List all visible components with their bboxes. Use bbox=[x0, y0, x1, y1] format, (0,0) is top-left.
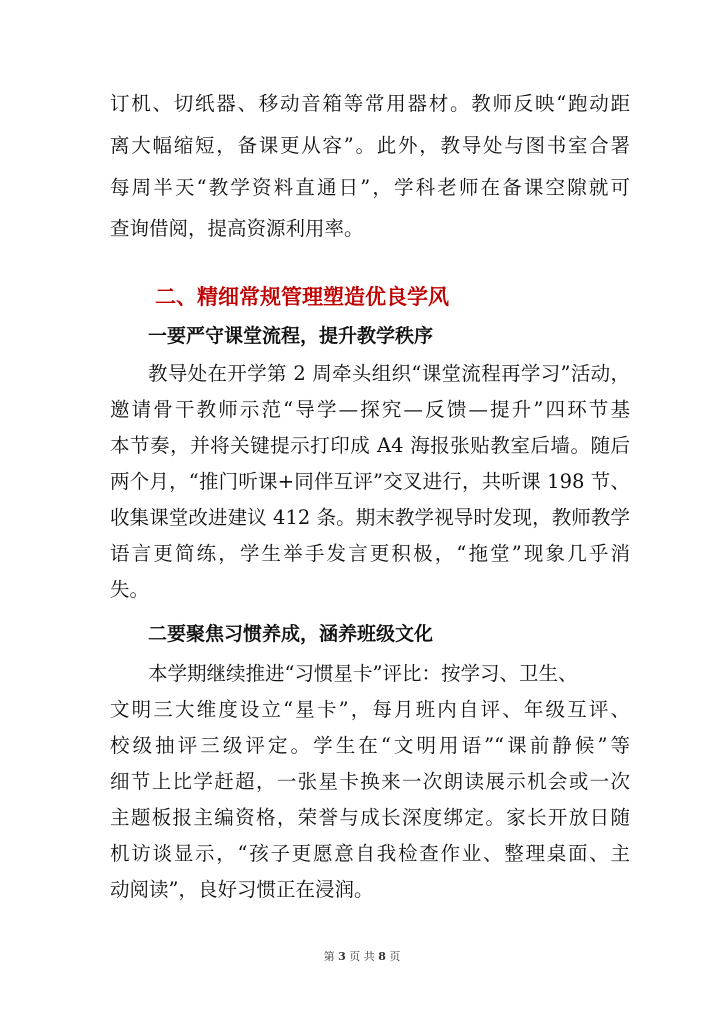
paragraph-line: 教导处在开学第 2 周牵头组织“课堂流程再学习”活动， bbox=[148, 362, 630, 385]
paragraph-line: 机访谈显示，“孩子更愿意自我检查作业、整理桌面、主 bbox=[110, 842, 630, 865]
total-page-number: 8 bbox=[378, 950, 386, 963]
footer-prefix: 第 bbox=[323, 950, 335, 963]
paragraph-line: 文明三大维度设立“星卡”，每月班内自评、年级互评、 bbox=[110, 698, 630, 721]
paragraph-line: 主题板报主编资格，荣誉与成长深度绑定。家长开放日随 bbox=[110, 806, 630, 829]
paragraph-line: 本节奏，并将关键提示打印成 A4 海报张贴教室后墙。随后 bbox=[110, 434, 630, 457]
page-footer bbox=[0, 948, 724, 964]
paragraph-line: 查询借阅，提高资源利用率。 bbox=[110, 217, 364, 240]
section-heading: 二、精细常规管理塑造优良学风 bbox=[155, 284, 449, 309]
paragraph-line: 每周半天“教学资料直通日”，学科老师在备课空隙就可 bbox=[110, 176, 630, 199]
paragraph-line: 动阅读”，良好习惯正在浸润。 bbox=[110, 878, 374, 901]
paragraph-line: 失。 bbox=[110, 578, 150, 601]
subsection-heading-2: 二要聚焦习惯养成，涵养班级文化 bbox=[148, 623, 434, 645]
footer-suffix: 页 bbox=[389, 950, 401, 963]
paragraph-line: 两个月，“推门听课+同伴互评”交叉进行，共听课 198 节、 bbox=[110, 470, 630, 493]
paragraph-line: 收集课堂改进建议 412 条。期末教学视导时发现，教师教学 bbox=[110, 506, 630, 529]
paragraph-line: 细节上比学赶超，一张星卡换来一次朗读展示机会或一次 bbox=[110, 770, 630, 793]
current-page-number: 3 bbox=[338, 950, 346, 963]
paragraph-line: 语言更简练，学生举手发言更积极，“拖堂”现象几乎消 bbox=[110, 542, 630, 565]
paragraph-line: 离大幅缩短，备课更从容”。此外，教导处与图书室合署 bbox=[110, 134, 630, 157]
paragraph-line: 本学期继续推进“习惯星卡”评比：按学习、卫生、 bbox=[148, 662, 578, 685]
footer-middle: 页 共 bbox=[349, 950, 375, 963]
subsection-heading-1: 一要严守课堂流程，提升教学秩序 bbox=[148, 325, 434, 347]
paragraph-line: 订机、切纸器、移动音箱等常用器材。教师反映“跑动距 bbox=[110, 92, 630, 115]
paragraph-line: 校级抽评三级评定。学生在“文明用语”“课前静候”等 bbox=[110, 734, 630, 757]
paragraph-line: 邀请骨干教师示范“导学—探究—反馈—提升”四环节基 bbox=[110, 398, 630, 421]
